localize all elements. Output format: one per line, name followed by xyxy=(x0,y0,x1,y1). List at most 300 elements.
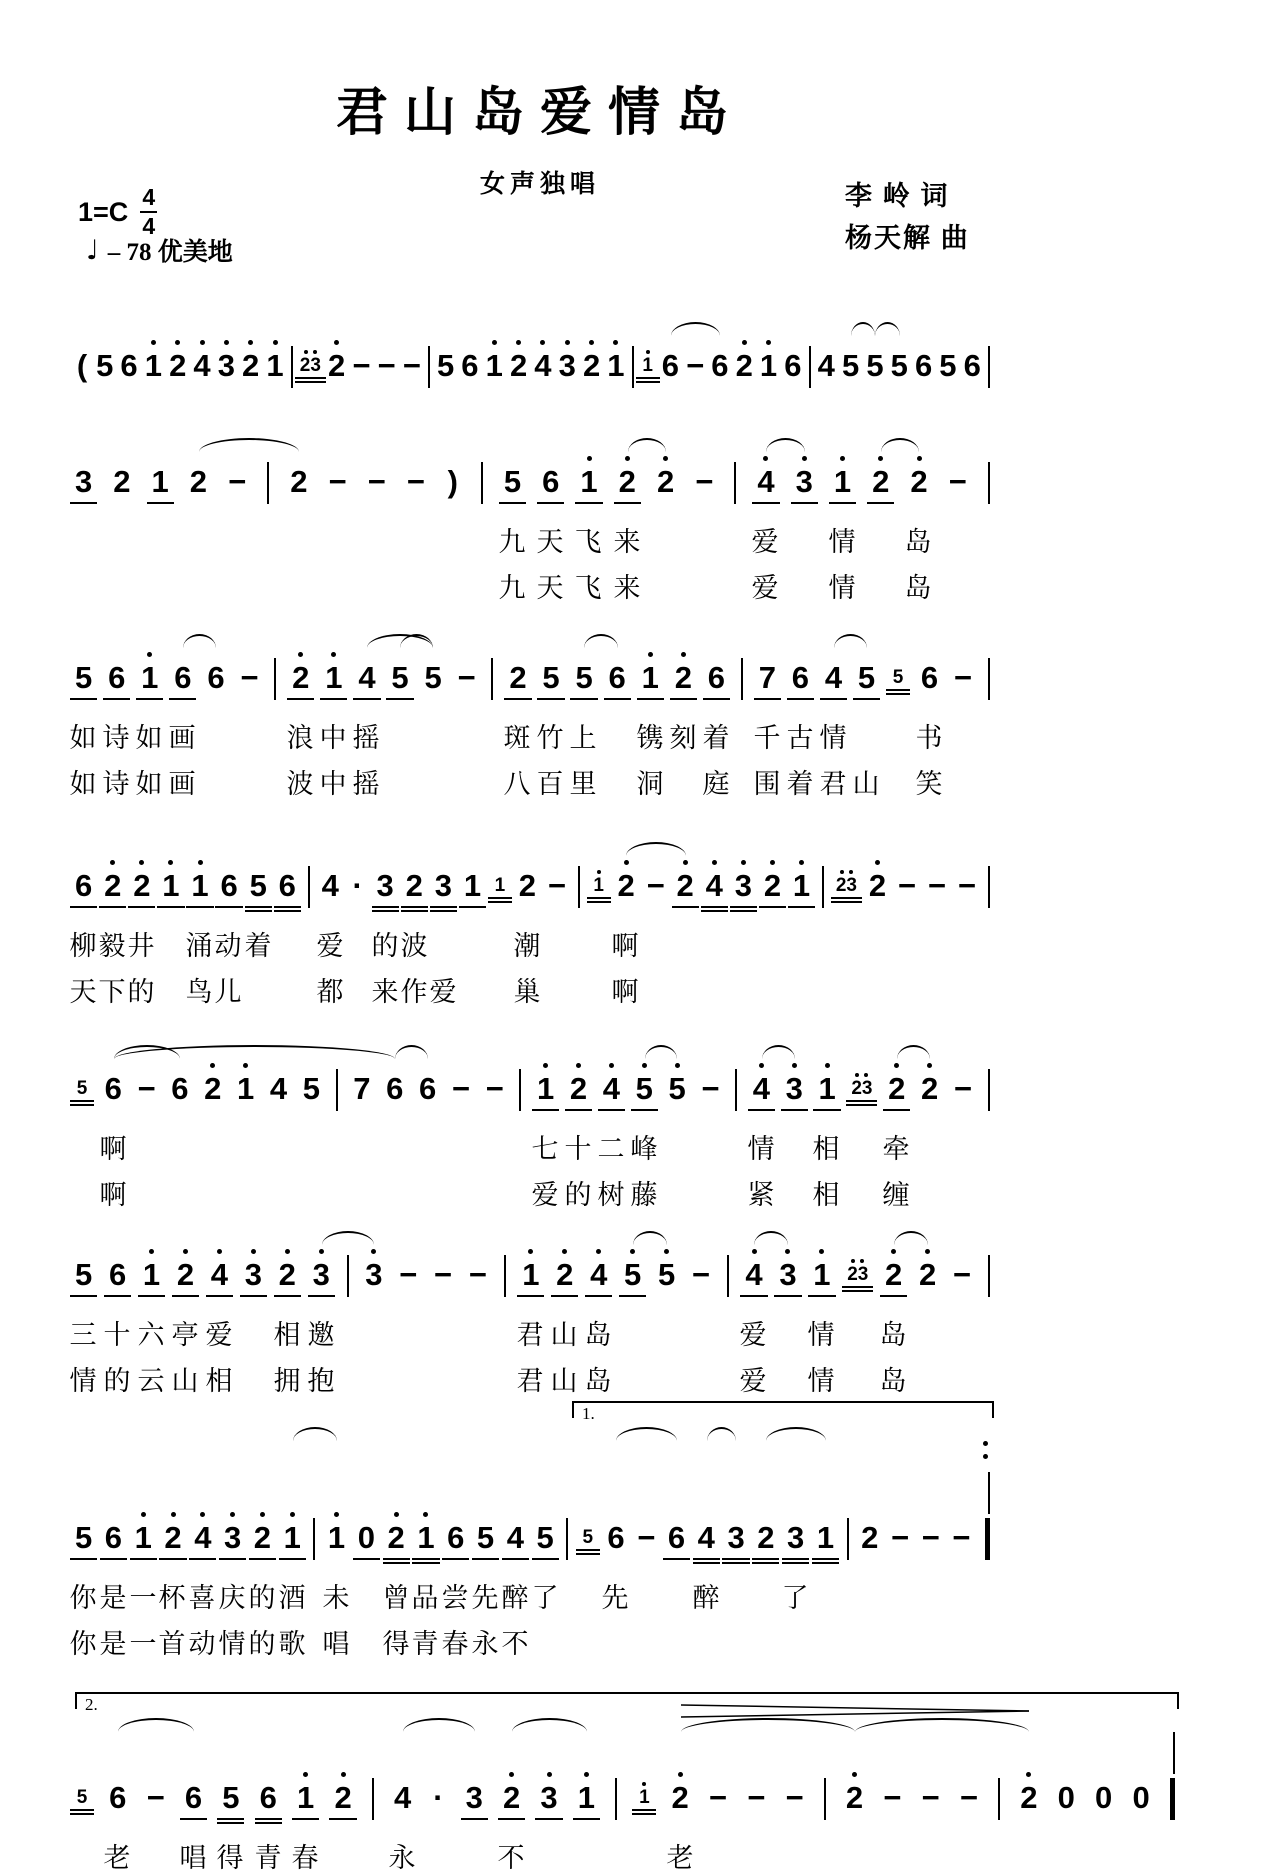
note: 2 xyxy=(510,336,527,398)
duration-dash: − xyxy=(927,868,946,903)
lyric-syllable: 岛 xyxy=(879,1320,907,1350)
duration-dash: − xyxy=(137,1071,156,1106)
duration-dash: − xyxy=(953,660,973,695)
duration-dash: − xyxy=(468,1257,487,1292)
lyric-syllable: 爱 xyxy=(751,573,779,603)
slur-arc xyxy=(645,1045,677,1059)
slur-arc xyxy=(293,1427,337,1441)
note: 3 xyxy=(559,336,576,398)
note: 4 xyxy=(603,1059,620,1121)
lyric-syllable: 得 xyxy=(216,1843,244,1873)
note: 3 xyxy=(365,1245,382,1307)
note: 2 xyxy=(919,1245,936,1307)
lyric-syllable: 岛 xyxy=(584,1366,612,1396)
duration-dash: − xyxy=(352,348,371,383)
note: 1 xyxy=(266,336,283,398)
note: 2 xyxy=(1020,1768,1037,1830)
note: 1 xyxy=(237,1059,254,1121)
duration-dash: − xyxy=(457,660,476,695)
notation-symbol: · xyxy=(352,868,363,903)
lyric-syllable: 六 xyxy=(137,1320,165,1350)
note: 2 xyxy=(177,1245,194,1307)
grace-note: 23 xyxy=(836,867,857,905)
lyric-syllable: 画 xyxy=(168,723,196,753)
note: 2 xyxy=(169,336,186,398)
lyric-syllable: 峰 xyxy=(630,1134,658,1164)
note: 5 xyxy=(424,660,442,695)
slur-arc xyxy=(897,1045,930,1059)
lyric-syllable: 亭 xyxy=(171,1320,199,1350)
note: 4 xyxy=(745,1245,762,1307)
lyric-syllable: 动 xyxy=(214,931,242,961)
lyric-syllable: 着 xyxy=(244,931,272,961)
note: 5 xyxy=(841,348,860,383)
note: 2 xyxy=(921,1059,938,1121)
lyric-syllable: 岛 xyxy=(904,527,932,557)
note: 2 xyxy=(503,1768,520,1830)
lyric-syllable: 鸟 xyxy=(185,977,213,1007)
lyric-syllable: 歌 xyxy=(278,1629,306,1659)
note: 5 xyxy=(668,1059,685,1121)
lyric-syllable: 百 xyxy=(536,769,564,799)
lyric-syllable: 曾 xyxy=(382,1583,410,1613)
lyric-syllable: 啊 xyxy=(611,931,639,961)
lyric-syllable: 刻 xyxy=(669,723,697,753)
lyric-syllable: 巢 xyxy=(513,977,541,1007)
note: 5 xyxy=(250,856,267,918)
rest-note: 0 xyxy=(358,1508,375,1570)
lyric-syllable: 九 xyxy=(498,573,526,603)
note: 6 xyxy=(668,1508,685,1570)
note: 5 xyxy=(75,1508,92,1570)
lyric-syllable: 山 xyxy=(852,769,880,799)
lyric-syllable: 的 xyxy=(248,1629,276,1659)
lyric-syllable: 诗 xyxy=(102,769,130,799)
note: 3 xyxy=(540,1768,557,1830)
key-value: 1=C xyxy=(78,196,129,227)
lyric-syllable: 不 xyxy=(497,1843,525,1873)
lyric-syllable: 的 xyxy=(248,1583,276,1613)
volta-label: 2. xyxy=(85,1695,98,1714)
lyric-syllable: 如 xyxy=(69,723,97,753)
volta-bracket xyxy=(572,1401,994,1423)
grace-note: 1 xyxy=(641,347,655,385)
note: 1 xyxy=(325,648,342,710)
note: 3 xyxy=(787,1508,804,1570)
note: 5 xyxy=(537,1508,554,1570)
lyric-syllable: 是 xyxy=(99,1629,127,1659)
lyric-syllable: 爱 xyxy=(739,1320,767,1350)
lyrics-row-2 xyxy=(69,1616,990,1662)
duration-dash: − xyxy=(485,1071,504,1106)
note: 5 xyxy=(636,1059,653,1121)
lyric-syllable: 的 xyxy=(103,1366,131,1396)
lyric-syllable: 爱 xyxy=(739,1366,767,1396)
lyric-syllable: 爱 xyxy=(751,527,779,557)
grace-note: 5 xyxy=(581,1519,595,1557)
note: 2 xyxy=(757,1508,774,1570)
lyric-syllable: 树 xyxy=(597,1180,625,1210)
note: 1 xyxy=(760,336,777,398)
notes-row xyxy=(75,1692,1175,1830)
note: 1 xyxy=(793,856,810,918)
lyric-syllable: 岛 xyxy=(904,573,932,603)
note: 2 xyxy=(888,1059,905,1121)
lyric-syllable: 如 xyxy=(135,769,163,799)
lyrics-row-1 xyxy=(75,514,990,560)
lyric-syllable: 爱 xyxy=(205,1320,233,1350)
rest-note: 0 xyxy=(1132,1780,1150,1815)
duration-dash: − xyxy=(959,1780,978,1815)
note: 5 xyxy=(866,348,884,383)
lyric-syllable: 首 xyxy=(158,1629,186,1659)
duration-dash: − xyxy=(952,1520,971,1555)
note: 4 xyxy=(817,348,835,383)
lyric-syllable: 来 xyxy=(371,977,399,1007)
note: 3 xyxy=(245,1245,262,1307)
slur-arc xyxy=(403,1718,475,1732)
note: 6 xyxy=(418,1071,437,1106)
lyric-syllable: 情 xyxy=(69,1366,97,1396)
lyric-syllable: 春 xyxy=(441,1629,469,1659)
note: 2 xyxy=(675,648,692,710)
duration-dash: − xyxy=(921,1780,940,1815)
note: 6 xyxy=(609,648,626,710)
note: 1 xyxy=(152,452,169,514)
note: 7 xyxy=(759,648,776,710)
lyric-syllable: 邀 xyxy=(307,1320,335,1350)
lyric-syllable: 唱 xyxy=(322,1629,350,1659)
lyric-syllable: 情 xyxy=(747,1134,775,1164)
lyric-syllable: 永 xyxy=(388,1843,416,1873)
note: 3 xyxy=(727,1508,744,1570)
lyric-syllable: 一 xyxy=(129,1629,157,1659)
lyric-syllable: 相 xyxy=(273,1320,301,1350)
lyric-syllable: 洞 xyxy=(636,769,664,799)
lyric-syllable: 春 xyxy=(291,1843,319,1873)
lyric-syllable: 爱 xyxy=(429,977,457,1007)
slur-arc xyxy=(616,1427,677,1441)
note: 1 xyxy=(143,1245,160,1307)
note: 4 xyxy=(706,856,723,918)
lyric-syllable: 下 xyxy=(98,977,126,1007)
lyric-syllable: 爱 xyxy=(531,1180,559,1210)
slur-arc xyxy=(628,438,666,452)
duration-dash: − xyxy=(399,1257,418,1292)
lyric-syllable: 飞 xyxy=(574,527,602,557)
lyric-syllable: 未 xyxy=(322,1583,350,1613)
note: 5 xyxy=(658,1245,675,1307)
duration-dash: − xyxy=(637,1520,656,1555)
lyricist-credit: 李 岭 词 xyxy=(845,181,950,211)
lyric-syllable: 柳 xyxy=(69,931,97,961)
lyric-syllable: 镌 xyxy=(636,723,664,753)
lyric-syllable: 云 xyxy=(137,1366,165,1396)
note: 6 xyxy=(75,856,92,918)
grace-note: 1 xyxy=(493,867,507,905)
duration-dash: − xyxy=(691,1257,710,1292)
lyric-syllable: 紧 xyxy=(747,1180,775,1210)
note: 6 xyxy=(120,348,138,383)
composer-credit: 杨天解 曲 xyxy=(845,222,970,253)
lyric-syllable: 九 xyxy=(498,527,526,557)
grace-note: 23 xyxy=(847,1256,868,1294)
music-line xyxy=(69,1221,990,1399)
duration-dash: − xyxy=(686,348,705,383)
lyric-syllable: 相 xyxy=(205,1366,233,1396)
lyric-syllable: 浪 xyxy=(286,723,314,753)
note: 5 xyxy=(504,452,521,514)
lyric-syllable: 喜 xyxy=(188,1583,216,1613)
note: 4 xyxy=(698,1508,715,1570)
duration-dash: − xyxy=(883,1780,902,1815)
slur-arc xyxy=(395,1045,428,1059)
note: 2 xyxy=(164,1508,181,1570)
duration-dash: − xyxy=(890,1520,910,1555)
note: 2 xyxy=(736,336,753,398)
note: 3 xyxy=(779,1245,796,1307)
note: 2 xyxy=(910,452,927,514)
duration-dash: − xyxy=(897,868,917,903)
lyric-syllable: 儿 xyxy=(214,977,242,1007)
note: 2 xyxy=(570,1059,587,1121)
subtitle: 女声独唱 xyxy=(479,171,600,198)
lyric-syllable: 情 xyxy=(807,1320,835,1350)
tempo-text: – 78 优美地 xyxy=(107,239,233,266)
music-line xyxy=(75,1692,1175,1876)
lyric-syllable: 牵 xyxy=(882,1134,910,1164)
slur-arc xyxy=(707,1427,736,1441)
duration-dash: − xyxy=(433,1257,453,1292)
note: 3 xyxy=(435,856,452,918)
slur-arc xyxy=(851,322,875,336)
lyric-syllable: 天 xyxy=(69,977,97,1007)
lyric-syllable: 笑 xyxy=(915,769,943,799)
lyric-syllable: 是 xyxy=(99,1583,127,1613)
lyric-syllable: 酒 xyxy=(278,1583,306,1613)
lyric-syllable: 尝 xyxy=(441,1583,469,1613)
lyric-syllable: 拥 xyxy=(273,1366,301,1396)
slur-arc xyxy=(762,1045,795,1059)
lyrics-row-1 xyxy=(69,1307,990,1353)
slur-arc xyxy=(834,634,867,648)
lyric-syllable: 青 xyxy=(411,1629,439,1659)
lyric-syllable: 的 xyxy=(564,1180,592,1210)
slur-arc xyxy=(183,634,216,648)
note: 2 xyxy=(583,336,600,398)
note: 2 xyxy=(846,1768,863,1830)
slur-arc xyxy=(766,1427,826,1441)
lyric-syllable: 中 xyxy=(319,723,347,753)
note: 1 xyxy=(135,1508,152,1570)
note: 6 xyxy=(661,348,679,383)
note: 7 xyxy=(353,1071,371,1106)
lyric-syllable: 摇 xyxy=(352,723,380,753)
notation-symbol: · xyxy=(433,1780,444,1815)
lyric-syllable: 七 xyxy=(531,1134,559,1164)
notation-symbol: ( xyxy=(76,348,88,383)
note: 2 xyxy=(204,1059,221,1121)
note: 2 xyxy=(861,1520,879,1555)
lyric-syllable: 藤 xyxy=(630,1180,658,1210)
grace-note: 23 xyxy=(851,1070,872,1108)
lyric-syllable: 不 xyxy=(501,1629,529,1659)
lyric-syllable: 中 xyxy=(319,769,347,799)
notes-row xyxy=(75,1401,990,1570)
lyric-syllable: 潮 xyxy=(513,931,541,961)
note: 5 xyxy=(75,648,92,710)
lyric-syllable: 八 xyxy=(503,769,531,799)
lyrics-row-2 xyxy=(75,1167,990,1213)
note: 6 xyxy=(279,856,296,918)
music-line xyxy=(69,1401,990,1662)
grace-note: 5 xyxy=(891,659,905,697)
note: 5 xyxy=(939,348,957,383)
lyric-syllable: 庭 xyxy=(702,769,730,799)
note: 1 xyxy=(191,856,208,918)
lyric-syllable: 啊 xyxy=(99,1180,127,1210)
note: 3 xyxy=(796,452,813,514)
lyric-syllable: 品 xyxy=(411,1583,439,1613)
notes-row xyxy=(75,1035,990,1121)
lyric-syllable: 飞 xyxy=(574,573,602,603)
lyric-syllable: 了 xyxy=(531,1583,559,1613)
slur-arc xyxy=(894,1231,928,1245)
time-signature xyxy=(140,186,157,238)
lyric-syllable: 的 xyxy=(371,931,399,961)
note: 6 xyxy=(607,1520,625,1555)
duration-dash: − xyxy=(451,1071,470,1106)
duration-dash: − xyxy=(952,1257,971,1292)
lyrics-row-1 xyxy=(75,1830,1175,1876)
note: 1 xyxy=(607,336,624,398)
slur-arc xyxy=(118,1718,194,1732)
lyric-syllable: 青 xyxy=(254,1843,282,1873)
duration-dash: − xyxy=(953,1071,972,1106)
lyric-syllable: 来 xyxy=(613,527,641,557)
lyric-syllable: 的 xyxy=(127,977,155,1007)
lyric-syllable: 竹 xyxy=(536,723,564,753)
duration-dash: − xyxy=(921,1520,940,1555)
note: 2 xyxy=(254,1508,271,1570)
lyric-syllable: 来 xyxy=(613,573,641,603)
note: 2 xyxy=(657,452,674,514)
duration-dash: − xyxy=(948,464,967,499)
lyric-syllable: 啊 xyxy=(99,1134,127,1164)
lyrics-row-1 xyxy=(69,710,990,756)
score xyxy=(69,300,1150,1876)
lyric-syllable: 了 xyxy=(781,1583,809,1613)
lyric-syllable: 老 xyxy=(666,1843,694,1873)
lyric-syllable: 缠 xyxy=(882,1180,910,1210)
lyrics-row-2 xyxy=(75,560,990,606)
lyric-syllable: 醉 xyxy=(501,1583,529,1613)
lyric-syllable: 二 xyxy=(597,1134,625,1164)
lyric-syllable: 唱 xyxy=(179,1843,207,1873)
note: 2 xyxy=(672,1768,689,1830)
lyric-syllable: 庆 xyxy=(218,1583,246,1613)
note: 1 xyxy=(813,1245,830,1307)
note: 5 xyxy=(624,1245,641,1307)
note: 1 xyxy=(328,1508,345,1570)
grace-note: 23 xyxy=(300,347,321,385)
note: 6 xyxy=(109,1780,127,1815)
note: 4 xyxy=(358,648,375,710)
lyric-syllable: 毅 xyxy=(98,931,126,961)
duration-dash: − xyxy=(328,464,347,499)
note: 3 xyxy=(466,1768,483,1830)
note: 6 xyxy=(171,1071,189,1106)
duration-dash: − xyxy=(695,464,714,499)
lyric-syllable: 山 xyxy=(171,1366,199,1396)
note: 2 xyxy=(189,464,208,499)
slur-arc xyxy=(584,634,618,648)
note: 2 xyxy=(872,452,889,514)
lyric-syllable: 情 xyxy=(807,1366,835,1396)
note: 2 xyxy=(328,336,345,398)
lyric-syllable: 抱 xyxy=(307,1366,335,1396)
lyric-syllable: 老 xyxy=(103,1843,131,1873)
note: 1 xyxy=(834,452,851,514)
note: 6 xyxy=(104,1071,122,1106)
lyric-syllable: 三 xyxy=(69,1320,97,1350)
grace-note: 5 xyxy=(75,1779,89,1817)
note: 6 xyxy=(174,648,191,710)
note: 1 xyxy=(642,648,659,710)
lyric-syllable: 一 xyxy=(129,1583,157,1613)
note: 6 xyxy=(108,648,125,710)
note: 6 xyxy=(461,348,479,383)
note: 2 xyxy=(518,868,536,903)
lyric-syllable: 里 xyxy=(569,769,597,799)
note: 6 xyxy=(220,856,237,918)
lyric-syllable: 先 xyxy=(471,1583,499,1613)
lyric-syllable: 岛 xyxy=(584,1320,612,1350)
lyric-syllable: 古 xyxy=(786,723,814,753)
rest-note: 0 xyxy=(1057,1780,1075,1815)
note: 6 xyxy=(109,1245,126,1307)
note: 1 xyxy=(145,336,162,398)
lyric-syllable: 啊 xyxy=(611,977,639,1007)
note: 2 xyxy=(290,464,308,499)
note: 2 xyxy=(279,1245,296,1307)
music-line xyxy=(69,624,990,802)
note: 1 xyxy=(817,1508,834,1570)
note: 1 xyxy=(141,648,158,710)
note: 6 xyxy=(207,660,225,695)
music-line xyxy=(75,428,990,606)
note: 2 xyxy=(388,1508,405,1570)
key-signature xyxy=(78,186,157,238)
note: 3 xyxy=(224,1508,241,1570)
note: 5 xyxy=(858,648,875,710)
lyric-syllable: 围 xyxy=(753,769,781,799)
music-line xyxy=(75,312,990,398)
note: 4 xyxy=(507,1508,524,1570)
note: 5 xyxy=(222,1768,239,1830)
meter-denominator: 4 xyxy=(142,213,156,239)
note: 5 xyxy=(391,648,408,710)
grace-note: 1 xyxy=(592,867,606,905)
note: 4 xyxy=(757,452,774,514)
lyric-syllable: 上 xyxy=(569,723,597,753)
lyric-syllable: 相 xyxy=(812,1180,840,1210)
note: 6 xyxy=(963,348,981,383)
note: 2 xyxy=(677,856,694,918)
lyrics-row-1 xyxy=(69,1570,990,1616)
grace-note: 5 xyxy=(75,1070,89,1108)
note: 5 xyxy=(96,348,114,383)
